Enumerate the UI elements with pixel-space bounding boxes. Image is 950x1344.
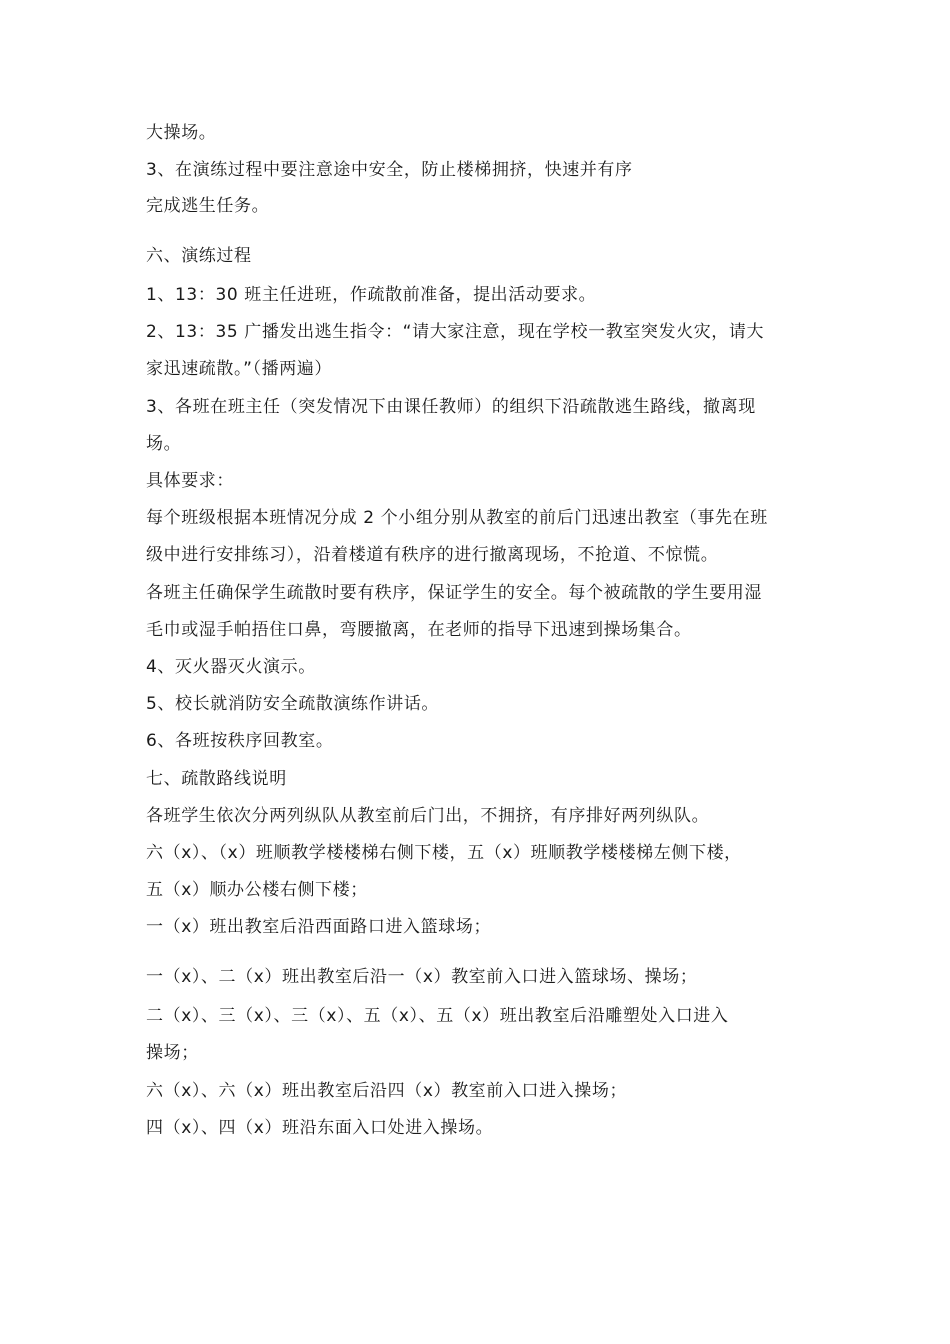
text-line: 完成逃生任务。 <box>146 196 270 216</box>
text-line: 大操场。 <box>146 123 217 143</box>
text-line: 4、灭火器灭火演示。 <box>146 657 316 677</box>
text-line: 六（x）、六（x）班出教室后沿四（x）教室前入口进入操场； <box>146 1081 628 1101</box>
text-line: 各班主任确保学生疏散时要有秩序，保证学生的安全。每个被疏散的学生要用湿 <box>146 583 762 603</box>
text-line: 各班学生依次分两列纵队从教室前后门出，不拥挤，有序排好两列纵队。 <box>146 806 710 826</box>
text-line: 6、各班按秩序回教室。 <box>146 731 334 751</box>
text-line: 操场； <box>146 1043 199 1063</box>
text-line: 场。 <box>146 434 182 454</box>
text-line: 每个班级根据本班情况分成 2 个小组分别从教室的前后门迅速出教室（事先在班 <box>146 508 768 528</box>
text-line: 家迅速疏散。”（播两遍） <box>146 359 333 379</box>
text-line: 1、13：30 班主任进班，作疏散前准备，提出活动要求。 <box>146 285 597 305</box>
text-line: 四（x）、四（x）班沿东面入口处进入操场。 <box>146 1118 494 1138</box>
text-line: 级中进行安排练习），沿着楼道有秩序的进行撤离现场，不抢道、不惊慌。 <box>146 545 719 565</box>
text-line: 毛巾或湿手帕捂住口鼻，弯腰撤离，在老师的指导下迅速到操场集合。 <box>146 620 692 640</box>
text-line: 2、13：35 广播发出逃生指令：“请大家注意，现在学校一教室突发火灾，请大 <box>146 322 765 342</box>
text-line: 二（x）、三（x）、三（x）、五（x）、五（x）班出教室后沿雕塑处入口进入 <box>146 1006 729 1026</box>
text-line: 一（x）、二（x）班出教室后沿一（x）教室前入口进入篮球场、操场； <box>146 967 698 987</box>
text-line: 六（x）、（x）班顺教学楼楼梯右侧下楼，五（x）班顺教学楼楼梯左侧下楼， <box>146 843 742 863</box>
text-line: 3、在演练过程中要注意途中安全，防止楼梯拥挤，快速并有序 <box>146 160 633 180</box>
text-line: 五（x）顺办公楼右侧下楼； <box>146 880 368 900</box>
section-heading: 六、演练过程 <box>146 246 252 266</box>
text-line: 具体要求： <box>146 471 234 491</box>
text-line: 一（x）班出教室后沿西面路口进入篮球场； <box>146 917 492 937</box>
text-line: 3、各班在班主任（突发情况下由课任教师）的组织下沿疏散逃生路线，撤离现 <box>146 397 756 417</box>
text-line: 5、校长就消防安全疏散演练作讲话。 <box>146 694 440 714</box>
section-heading: 七、疏散路线说明 <box>146 769 287 789</box>
